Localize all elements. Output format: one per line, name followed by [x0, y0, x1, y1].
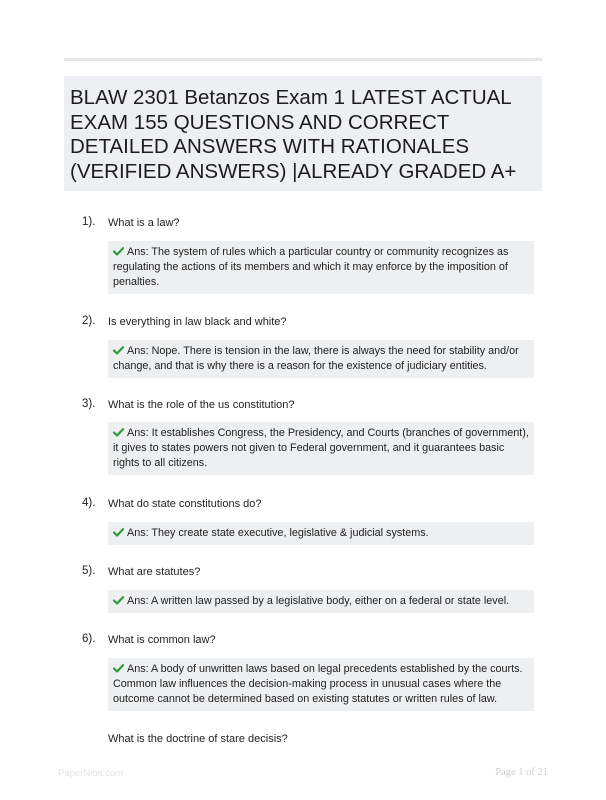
- check-icon: [113, 247, 124, 256]
- question-number: 5).: [82, 565, 96, 577]
- answer-text: Ans: A body of unwritten laws based on legal precedents established by the courts. Common law influences the decision-making process in unusual cases where the outcome cannot be determined based on existing statutes or written rules of law.: [113, 663, 523, 705]
- answer-box: [108, 422, 534, 475]
- question-text: What is a law?: [108, 217, 180, 229]
- question-text: What are statutes?: [108, 566, 201, 578]
- check-icon: [113, 664, 124, 673]
- answer-text: Ans: A written law passed by a legislative body, either on a federal or state level.: [127, 595, 510, 607]
- question-text: Is everything in law black and white?: [108, 316, 287, 328]
- check-icon: [113, 528, 124, 537]
- question-number: 1).: [82, 216, 96, 228]
- answer-box: [108, 658, 534, 711]
- question-text: What is the role of the us constitution?: [108, 399, 295, 411]
- answer-text: Ans: They create state executive, legislative & judicial systems.: [127, 527, 429, 539]
- question-text: What is the doctrine of stare decisis?: [108, 733, 288, 745]
- question-number: 4).: [82, 497, 96, 509]
- answer-text: Ans: The system of rules which a particular country or community recognizes as regulating the actions of its members and which it may enforce by the imposition of penalties.: [113, 246, 509, 288]
- question-number: 2).: [82, 315, 96, 327]
- question-text: What do state constitutions do?: [108, 498, 262, 510]
- answer-text: Ans: Nope. There is tension in the law, there is always the need for stability and/or change, and that is why there is a reason for the existence of judiciary entities.: [113, 345, 519, 372]
- answer-box: [108, 522, 534, 545]
- question-number: 3).: [82, 398, 96, 410]
- document-title: BLAW 2301 Betanzos Exam 1 LATEST ACTUAL EXAM 155 QUESTIONS AND CORRECT DETAILED ANSWERS WITH RATIONALES (VERIFIED ANSWERS) |ALREADY GRADED A+: [70, 86, 517, 183]
- page-number: Page 1 of 21: [495, 767, 548, 778]
- answer-box: [108, 590, 534, 613]
- top-divider: [64, 58, 542, 61]
- question-text: What is common law?: [108, 634, 216, 646]
- check-icon: [113, 596, 124, 605]
- answer-text: Ans: It establishes Congress, the Presidency, and Courts (branches of government), it gives to states powers not given to Federal government, and it guarantees basic rights to all citizens.: [113, 427, 529, 469]
- answer-box: [108, 241, 534, 294]
- check-icon: [113, 428, 124, 437]
- title-banner: [64, 76, 542, 191]
- check-icon: [113, 346, 124, 355]
- question-number: 6).: [82, 633, 96, 645]
- answer-box: [108, 340, 534, 378]
- footer-watermark: PaperNibs.com: [58, 768, 123, 779]
